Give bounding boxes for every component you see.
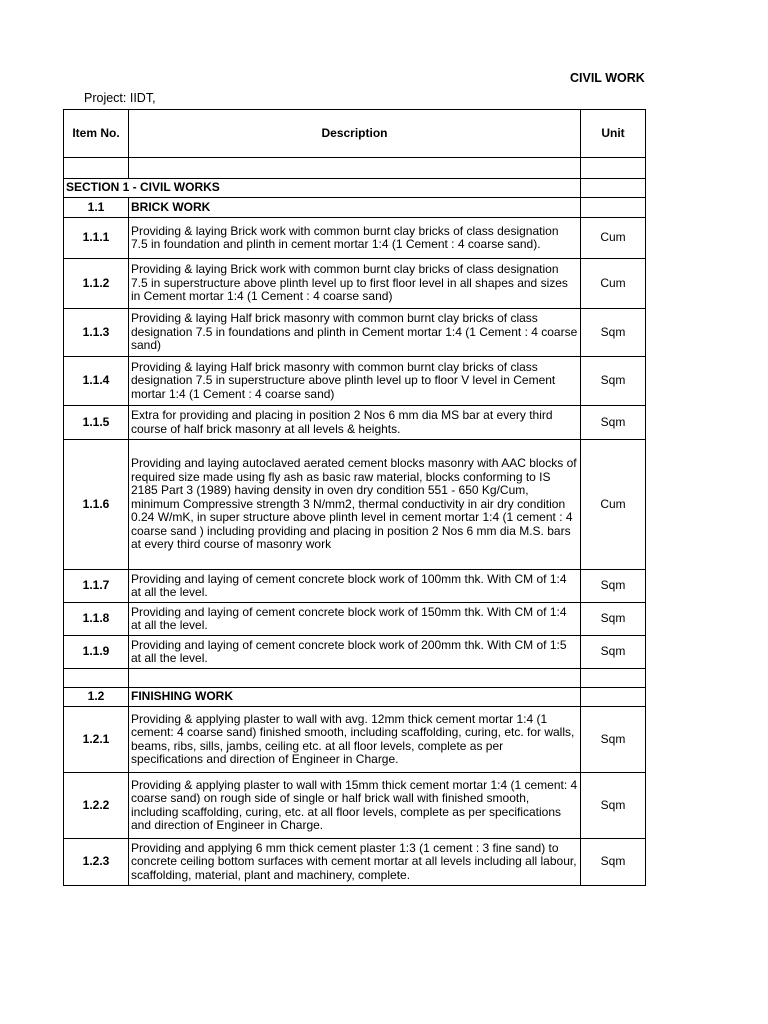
table-row <box>64 218 646 259</box>
blank-row <box>64 669 646 688</box>
item-description: Providing and laying of cement concrete block work of 200mm thk. With CM of 1:5 at all the level. <box>129 636 581 669</box>
table-row <box>64 440 646 570</box>
group-title: FINISHING WORK <box>129 688 581 707</box>
item-unit: Sqm <box>581 603 646 636</box>
group-row <box>64 688 646 707</box>
item-description: Providing & laying Brick work with common burnt clay bricks of class designation 7.5 in superstructure above plinth level up to first floor level in all shapes and sizes in Cement mortar 1:4 (1 Cement : 4 coarse sand) <box>129 259 581 309</box>
table-row <box>64 570 646 603</box>
table-row <box>64 259 646 309</box>
item-number: 1.2.3 <box>64 839 129 886</box>
item-description: Providing & laying Brick work with common burnt clay bricks of class designation 7.5 in foundation and plinth in cement mortar 1:4 (1 Cement : 4 coarse sand). <box>129 218 581 259</box>
item-number: 1.1.4 <box>64 357 129 406</box>
item-number: 1.1.8 <box>64 603 129 636</box>
item-description: Providing and laying autoclaved aerated cement blocks masonry with AAC blocks of required size made using fly ash as basic raw material, blocks conforming to IS 2185 Part 3 (1989) having density in oven dry condition 551 - 650 Kg/Cum, minimum Compressive strength 3 N/mm2, thermal conductivity in air dry condition 0.24 W/mK, in super structure above plinth level in cement mortar 1:4 (1 cement : 4 coarse sand ) including providing and placing in position 2 Nos 6 mm dia M.S. bars at every third course of masonry work <box>129 440 581 570</box>
item-number: 1.1.2 <box>64 259 129 309</box>
item-unit: Sqm <box>581 309 646 357</box>
section-label: SECTION 1 - CIVIL WORKS <box>64 179 581 198</box>
table-row <box>64 707 646 773</box>
table-row <box>64 603 646 636</box>
col-header-item: Item No. <box>64 110 129 158</box>
item-unit: Cum <box>581 259 646 309</box>
group-number: 1.2 <box>64 688 129 707</box>
item-unit: Sqm <box>581 570 646 603</box>
item-unit: Sqm <box>581 636 646 669</box>
table-row <box>64 773 646 839</box>
item-description: Providing & laying Half brick masonry with common burnt clay bricks of class designation 7.5 in superstructure above plinth level up to floor V level in Cement mortar 1:4 (1 Cement : 4 coarse sand) <box>129 357 581 406</box>
item-unit: Sqm <box>581 707 646 773</box>
col-header-description: Description <box>129 110 581 158</box>
document-title: CIVIL WORK <box>570 71 645 85</box>
item-number: 1.1.5 <box>64 406 129 440</box>
table-row <box>64 309 646 357</box>
table-row <box>64 406 646 440</box>
item-description: Providing and laying of cement concrete block work of 150mm thk. With CM of 1:4 at all the level. <box>129 603 581 636</box>
header-row <box>64 110 646 158</box>
item-description: Providing and applying 6 mm thick cement plaster 1:3 (1 cement : 3 fine sand) to concrete ceiling bottom surfaces with cement mortar at all levels including all labour, scaffolding, material, plant and machinery, complete. <box>129 839 581 886</box>
item-number: 1.1.1 <box>64 218 129 259</box>
group-row <box>64 198 646 218</box>
item-description: Providing & laying Half brick masonry with common burnt clay bricks of class designation 7.5 in foundations and plinth in Cement mortar 1:4 (1 Cement : 4 coarse sand) <box>129 309 581 357</box>
section-row <box>64 179 646 198</box>
col-header-unit: Unit <box>581 110 646 158</box>
table-row <box>64 636 646 669</box>
item-unit: Sqm <box>581 839 646 886</box>
item-number: 1.2.1 <box>64 707 129 773</box>
table-row <box>64 357 646 406</box>
item-number: 1.1.3 <box>64 309 129 357</box>
item-description: Providing & applying plaster to wall with avg. 12mm thick cement mortar 1:4 (1 cement: 4 coarse sand) finished smooth, including scaffolding, curing, etc. for walls, beams, ribs, sills, jambs, ceiling etc. at all floor levels, complete as per specifications and direction of Engineer in Charge. <box>129 707 581 773</box>
item-number: 1.1.9 <box>64 636 129 669</box>
item-description: Providing & applying plaster to wall with 15mm thick cement mortar 1:4 (1 cement: 4 coarse sand) on rough side of single or half brick wall with finished smooth, including scaffolding, curing, etc. at all floor levels, complete as per specifications and direction of Engineer in Charge. <box>129 773 581 839</box>
item-unit: Sqm <box>581 406 646 440</box>
blank-row <box>64 158 646 179</box>
item-number: 1.1.7 <box>64 570 129 603</box>
item-unit: Sqm <box>581 357 646 406</box>
item-unit: Cum <box>581 440 646 570</box>
item-unit: Cum <box>581 218 646 259</box>
item-number: 1.1.6 <box>64 440 129 570</box>
boq-table <box>63 109 646 886</box>
item-description: Providing and laying of cement concrete block work of 100mm thk. With CM of 1:4 at all the level. <box>129 570 581 603</box>
item-unit: Sqm <box>581 773 646 839</box>
group-title: BRICK WORK <box>129 198 581 218</box>
item-number: 1.2.2 <box>64 773 129 839</box>
group-number: 1.1 <box>64 198 129 218</box>
table-row <box>64 839 646 886</box>
item-description: Extra for providing and placing in position 2 Nos 6 mm dia MS bar at every third course of half brick masonry at all levels & heights. <box>129 406 581 440</box>
project-label: Project: IIDT, <box>84 91 156 105</box>
